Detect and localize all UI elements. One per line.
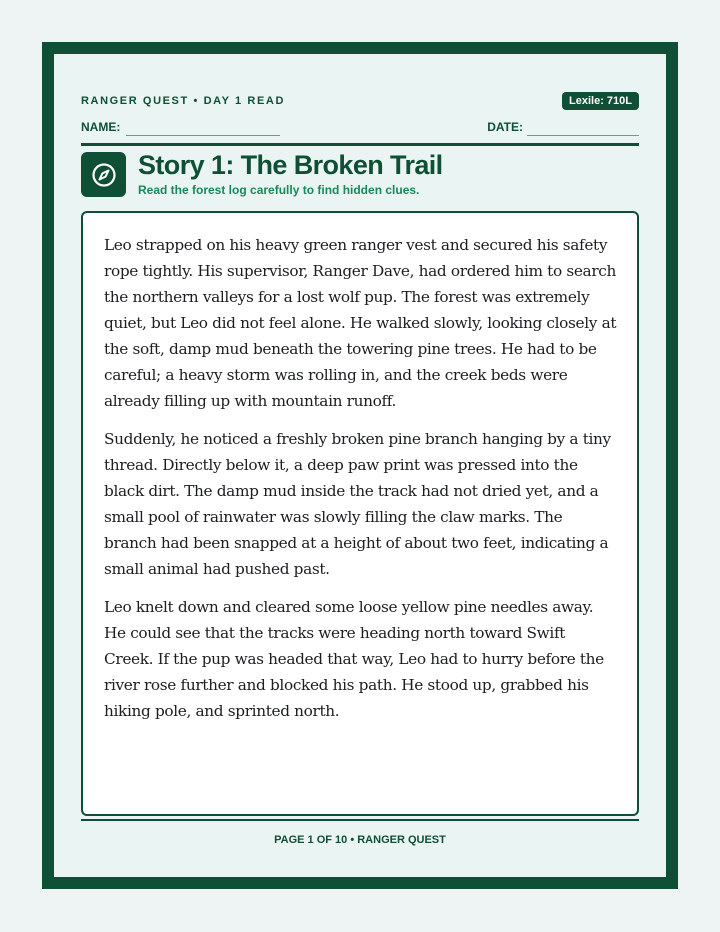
header-divider (81, 143, 639, 146)
name-field-line[interactable] (126, 135, 280, 136)
worksheet-page (54, 54, 666, 877)
name-label: NAME: (81, 120, 121, 134)
story-paragraph: Leo strapped on his heavy green ranger vest and secured his safety rope tightly. His supervisor, Ranger Dave, had ordered him to search the northern valleys for a lost wolf pup. The forest was extremely quiet, but Leo did not feel alone. He walked slowly, looking closely at the soft, damp mud beneath the towering pine trees. He had to be careful; a heavy storm was rolling in, and the creek beds were already filling up with mountain runoff. (104, 236, 617, 410)
name-date-row (81, 114, 639, 138)
story-paragraph: Suddenly, he noticed a freshly broken pine branch hanging by a tiny thread. Directly below it, a deep paw print was pressed into the black dirt. The damp mud inside the track had not dried yet, and a small pool of rainwater was slowly filling the claw marks. The branch had been snapped at a height of about two feet, indicating a small animal had pushed past. (104, 430, 611, 578)
date-label: DATE: (487, 120, 523, 134)
story-text-box (81, 211, 639, 816)
page-footer: PAGE 1 OF 10 • RANGER QUEST (274, 834, 446, 846)
worksheet-header (81, 89, 639, 113)
compass-icon-badge (81, 152, 126, 197)
story-paragraph: Leo knelt down and cleared some loose yellow pine needles away. He could see that the tracks were heading north toward Swift Creek. If the pup was headed that way, Leo had to hurry before the river rose further and blocked his path. He stood up, grabbed his hiking pole, and sprinted north. (104, 598, 604, 720)
story-title: Story 1: The Broken Trail (138, 150, 443, 180)
series-label: RANGER QUEST • DAY 1 READ (81, 95, 285, 107)
worksheet-frame (42, 42, 678, 889)
story-title-block (81, 149, 639, 197)
date-field-line[interactable] (527, 135, 639, 136)
lexile-badge: Lexile: 710L (562, 92, 639, 110)
footer-divider (81, 819, 639, 821)
compass-icon (90, 161, 118, 189)
story-subtitle: Read the forest log carefully to find hidden clues. (138, 183, 420, 197)
